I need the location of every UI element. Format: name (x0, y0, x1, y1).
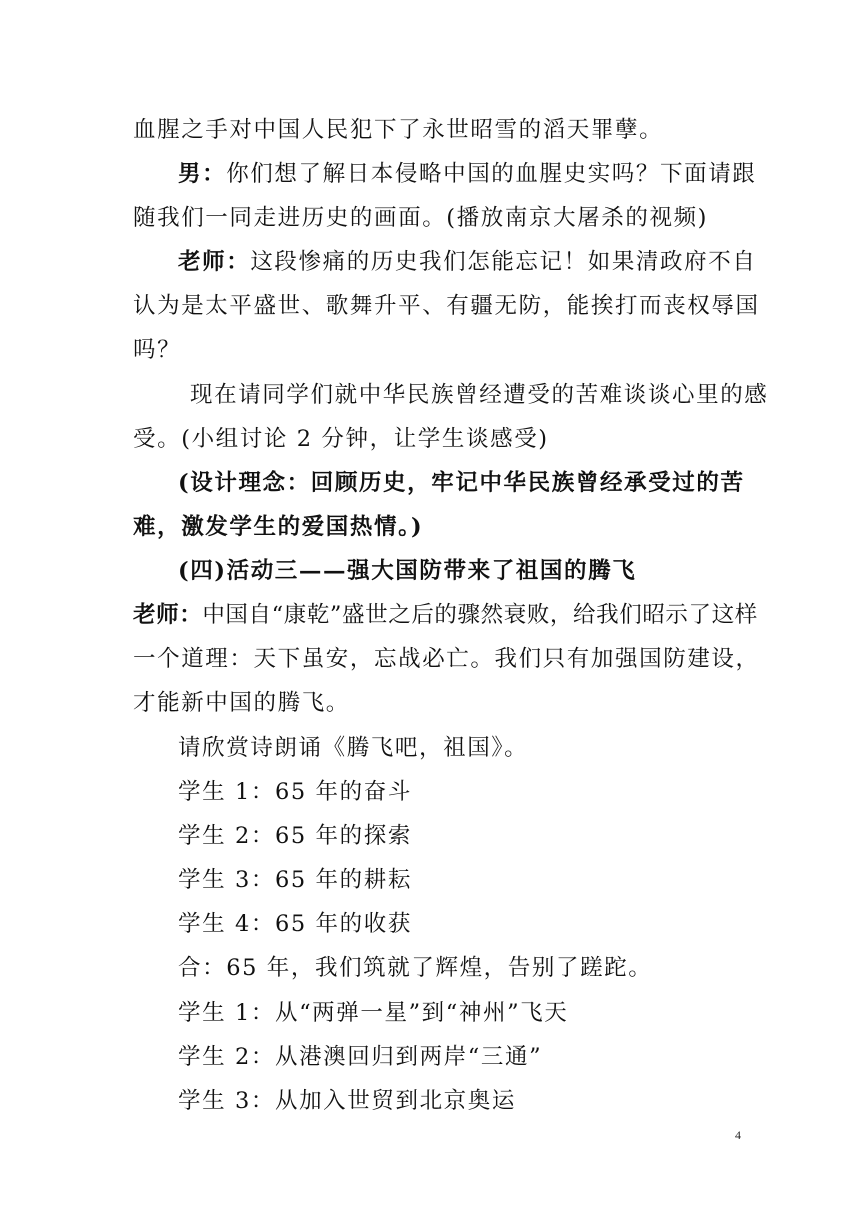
poem-line: 学生 1：从“两弹一星”到“神州”飞天 (178, 1000, 569, 1026)
text-line: 吗？ (133, 337, 182, 363)
dialogue-line: 男：你们想了解日本侵略中国的血腥史实吗？下面请跟 (178, 161, 757, 187)
poem-line: 学生 2：从港澳回归到两岸“三通” (178, 1044, 543, 1070)
text-line: 随我们一同走进历史的画面。(播放南京大屠杀的视频) (133, 205, 709, 231)
poem-line: 学生 3：从加入世贸到北京奥运 (178, 1088, 516, 1114)
page-number: 4 (735, 1128, 741, 1142)
text-line: 受。(小组讨论 2 分钟，让学生谈感受) (133, 426, 549, 452)
poem-line: 合：65 年，我们筑就了辉煌，告别了蹉跎。 (178, 955, 653, 981)
poem-line: 学生 3：65 年的耕耘 (178, 867, 412, 893)
text-line: 请欣赏诗朗诵《腾飞吧，祖国》。 (178, 735, 529, 761)
dialogue-line: 老师：这段惨痛的历史我们怎能忘记！如果清政府不自 (178, 249, 757, 275)
speaker-label: 老师： (178, 249, 251, 275)
design-note: 难，激发学生的爱国热情。) (133, 514, 424, 540)
speaker-label: 老师： (133, 602, 203, 628)
design-note: (设计理念：回顾历史，牢记中华民族曾经承受过的苦 (178, 470, 745, 496)
poem-line: 学生 4：65 年的收获 (178, 911, 412, 937)
dialogue-line: 老师：中国自“康乾”盛世之后的骤然衰败，给我们昭示了这样 (133, 602, 758, 628)
text-line: 现在请同学们就中华民族曾经遭受的苦难谈谈心里的感 (190, 382, 769, 408)
speaker-label: 男： (178, 161, 227, 187)
text-line: 一个道理：天下虽安，忘战必亡。我们只有加强国防建设， (133, 646, 760, 672)
poem-line: 学生 2：65 年的探索 (178, 823, 412, 849)
text-line: 血腥之手对中国人民犯下了永世昭雪的滔天罪孽。 (133, 117, 664, 143)
section-heading: (四)活动三——强大国防带来了祖国的腾飞 (178, 558, 637, 584)
poem-line: 学生 1：65 年的奋斗 (178, 779, 412, 805)
text-line: 才能新中国的腾飞。 (133, 690, 350, 716)
text-line: 认为是太平盛世、歌舞升平、有疆无防，能挨打而丧权辱国 (133, 293, 760, 319)
